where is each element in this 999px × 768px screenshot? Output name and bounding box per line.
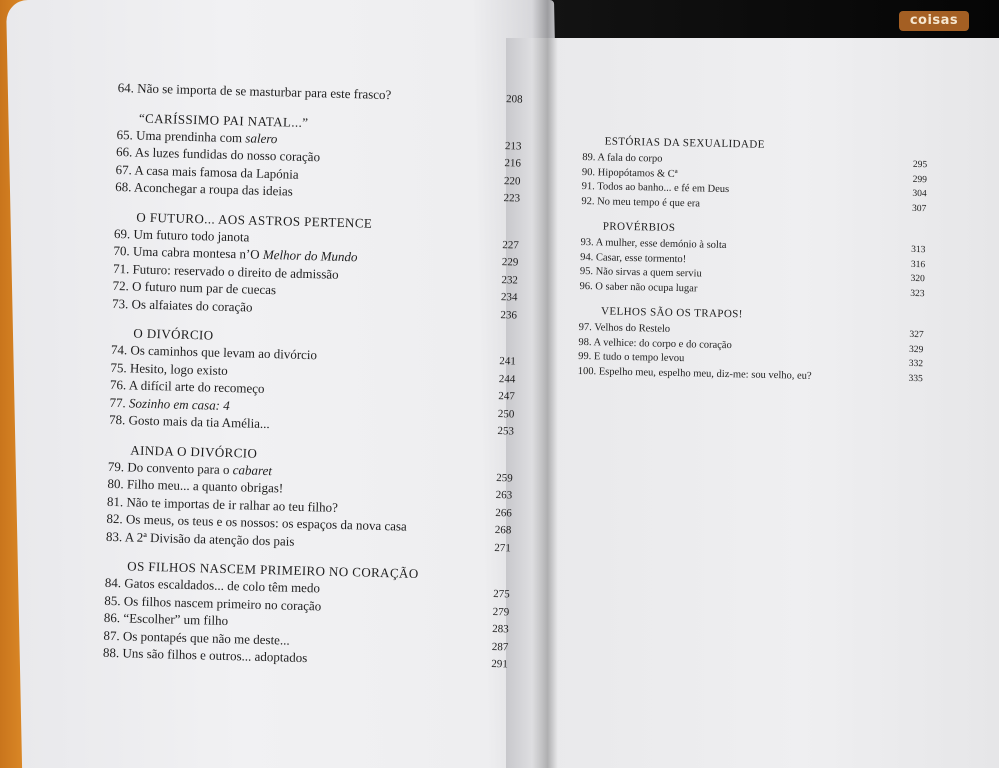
toc-entry-text: Os meus, os teus e os nossos: os espaços da nova casa (125, 511, 408, 534)
toc-entry-page: 236 (500, 308, 518, 322)
toc-entry-text: Todos ao banho... e fé em Deus (597, 181, 730, 196)
toc-entry-text: A mulher, esse demónio à solta (595, 237, 727, 252)
toc-entry-number: 67. (115, 161, 133, 177)
toc-entry-text: O saber não ocupa lugar (595, 280, 698, 294)
toc-entry-number: 100. (577, 365, 597, 377)
toc-entry-number: 68. (115, 178, 132, 195)
toc-entry-text: Filho meu... a quanto obrigas! (126, 476, 284, 496)
toc-entry-page: 227 (502, 238, 519, 252)
toc-entry-number: 97. (578, 321, 592, 334)
toc-entry-text: A velhice: do corpo e do coração (593, 336, 732, 351)
toc-entry-number: 89. (582, 151, 596, 164)
toc-entry-number: 71. (112, 260, 130, 276)
toc-entry-number: 99. (578, 350, 592, 363)
toc-entry-text: O futuro num par de cuecas (131, 278, 277, 298)
toc-entry-text: Não te importas de ir ralhar ao teu filho? (126, 493, 339, 515)
toc-entry-number: 69. (113, 225, 131, 241)
toc-entry-number: 87. (103, 627, 120, 643)
toc-entry-text: Os pontapés que não me deste... (122, 627, 290, 648)
toc-entry-page: 320 (910, 273, 925, 285)
right-sections (578, 134, 928, 386)
toc-entry-text: A 2ª Divisão da atenção dos pais (124, 528, 295, 549)
toc-entry-number: 77. (109, 394, 127, 410)
toc-entry-page: 279 (492, 605, 510, 618)
toc-entry-number: 65. (116, 126, 134, 142)
toc-entry-page: 259 (496, 471, 513, 484)
toc-entry-page: 213 (504, 139, 522, 153)
toc-entry-number: 96. (579, 280, 593, 292)
left-toc (103, 80, 523, 673)
toc-entry-page: 268 (494, 524, 512, 537)
toc-entry-text: Gatos escaldados... de colo têm medo (124, 575, 321, 596)
toc-entry-text: A casa mais famosa da Lapónia (134, 161, 299, 182)
toc-entry-number: 86. (103, 609, 121, 626)
toc-entry-number: 88. (102, 644, 120, 661)
toc-entry-text: Os alfaiates do coração (131, 295, 253, 315)
toc-entry-page: 283 (492, 622, 509, 636)
toc-entry-text: Os filhos nascem primeiro no coração (123, 592, 322, 613)
toc-entry-italic: salero (245, 129, 278, 146)
section-heading: PROVÉRBIOS (602, 220, 676, 234)
toc-entry-page: 323 (910, 288, 925, 299)
toc-entry-page: 271 (494, 541, 512, 554)
toc-entry-number: 70. (113, 242, 130, 259)
toc-entry-number: 91. (581, 180, 595, 193)
toc-entry-page: 287 (491, 640, 509, 653)
toc-entry-page: 253 (497, 425, 515, 438)
toc-entry-page: 335 (908, 373, 923, 384)
toc-entry-number: 74. (110, 341, 128, 358)
toc-entry-number: 75. (110, 359, 127, 375)
toc-entry-page: 208 (505, 93, 523, 106)
toc-entry-italic: cabaret (232, 461, 273, 478)
section-heading: OS FILHOS NASCEM PRIMEIRO NO CORAÇÃO (127, 558, 419, 582)
toc-entry-text: Um futuro todo janota (133, 225, 250, 244)
toc-entry-page: 229 (501, 256, 519, 269)
toc-entry-number: 92. (581, 195, 595, 207)
toc-entry-number: 95. (579, 265, 594, 278)
watermark-logo: coisas (899, 11, 969, 31)
toc-entry-number: 98. (578, 336, 592, 348)
toc-entry-text: Uns são filhos e outros... adoptados (122, 645, 308, 666)
toc-entry-number: 79. (107, 458, 125, 474)
toc-entry-text: Casar, esse tormento! (595, 251, 687, 265)
section-heading: O FUTURO... AOS ASTROS PERTENCE (136, 209, 373, 231)
section-heading: ESTÓRIAS DA SEXUALIDADE (604, 135, 765, 151)
toc-entry-page: 307 (911, 203, 927, 214)
toc-entry-text: Uma prendinha com (135, 126, 243, 145)
toc-entry-page: 291 (491, 657, 508, 671)
left-sections (103, 109, 522, 672)
toc-entry-page: 247 (498, 390, 516, 403)
toc-entry-text: A difícil arte do recomeço (128, 377, 265, 396)
book-gutter (532, 0, 558, 768)
toc-entry-page: 313 (911, 244, 926, 256)
toc-entry-page: 332 (908, 358, 924, 370)
toc-entry-number: 76. (109, 376, 127, 393)
toc-entry-text: A fala do corpo (597, 152, 663, 165)
toc-entry-number: 82. (106, 510, 123, 527)
toc-entry-title: 64. Não se importa de se masturbar para este frasco? (117, 80, 392, 103)
toc-entry-text: Gosto mais da tia Amélia... (128, 412, 270, 432)
section-heading: O DIVÓRCIO (133, 325, 214, 343)
toc-entry-italic: Sozinho em casa: 4 (128, 394, 230, 413)
toc-entry-text: Espelho meu, espelho meu, diz-me: sou velho, eu? (598, 365, 812, 382)
toc-entry-page: 250 (497, 407, 515, 420)
toc-entry-page: 244 (498, 372, 516, 386)
toc-entry-number: 66. (115, 143, 133, 160)
toc-entry-page: 327 (909, 329, 924, 341)
toc-entry-page: 275 (493, 587, 510, 601)
section-heading: VELHOS SÃO OS TRAPOS! (600, 305, 743, 321)
toc-entry-text: Aconchegar a roupa das ideias (133, 179, 293, 199)
toc-entry-number: 80. (107, 475, 124, 492)
toc-entry-number: 73. (111, 295, 129, 311)
toc-entry-page: 216 (504, 157, 522, 170)
toc-entry-number: 81. (106, 493, 124, 509)
toc-entry-text: No meu tempo é que era (597, 195, 701, 209)
toc-entry-number: 93. (580, 236, 594, 249)
toc-entry-number: 83. (105, 528, 123, 544)
toc-entry-number: 72. (112, 277, 130, 294)
toc-entry-italic: Melhor do Mundo (262, 246, 358, 265)
toc-entry-page: 241 (499, 355, 516, 368)
toc-entry-page: 220 (503, 174, 521, 188)
toc-entry-text: Hesito, logo existo (129, 359, 229, 378)
toc-entry-number: 90. (581, 166, 596, 178)
toc-entry-number: 85. (104, 592, 121, 608)
toc-entry-page: 263 (495, 489, 513, 502)
toc-entry-page: 232 (501, 273, 519, 287)
toc-entry-text: Hipopótamos & Cª (597, 166, 678, 180)
toc-entry-number: 78. (108, 411, 126, 428)
toc-entry-page: 304 (912, 188, 927, 200)
toc-entry-text: Uma cabra montesa n’O (132, 243, 260, 262)
toc-entry-text: Os caminhos que levam ao divórcio (130, 342, 318, 363)
toc-entry-text: “Escolher” um filho (123, 610, 229, 629)
toc-entry-text: Futuro: reservado o direito de admissão (132, 260, 339, 282)
toc-entry-page: 266 (495, 506, 512, 519)
toc-entry-page: 329 (908, 344, 924, 355)
toc-entry-text: Do convento para o (127, 458, 230, 477)
toc-entry-text: Não sirvas a quem serviu (595, 266, 702, 280)
toc-entry-page: 299 (912, 174, 928, 185)
toc-entry-page: 223 (503, 192, 521, 205)
toc-entry-page: 234 (500, 291, 518, 304)
right-toc (578, 124, 928, 386)
toc-entry-text: Velhos do Restelo (594, 322, 671, 335)
section-heading: AINDA O DIVÓRCIO (130, 441, 258, 461)
toc-entry-text: E tudo o tempo levou (593, 351, 685, 365)
section-heading: “CARÍSSIMO PAI NATAL...” (138, 110, 309, 130)
toc-entry-page: 295 (912, 159, 928, 171)
toc-entry-page: 316 (910, 259, 926, 270)
toc-entry-number: 84. (104, 574, 122, 591)
toc-entry-text: As luzes fundidas do nosso coração (134, 144, 321, 165)
toc-entry-number: 94. (580, 251, 594, 263)
